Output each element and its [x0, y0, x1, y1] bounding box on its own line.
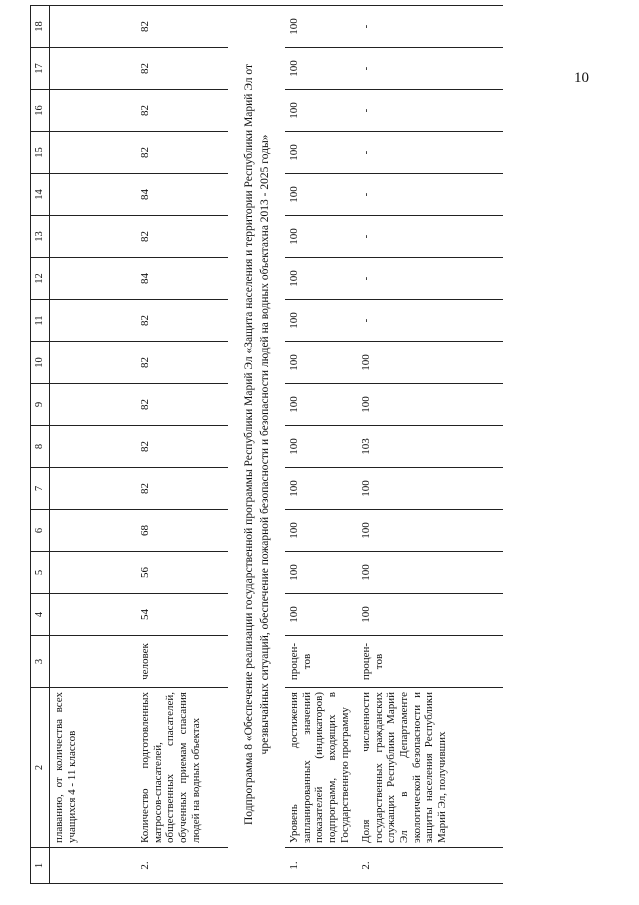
indicator-name: Количество подготовленных матросов-спасателей, общественных спасателей, обученных приемам спасания людей на водных объектах	[136, 688, 228, 848]
value-cell: 82	[136, 342, 228, 384]
value-cell: 100	[285, 594, 357, 636]
value-cell	[50, 174, 137, 216]
value-cell: 100	[357, 510, 503, 552]
header-cell: 11	[31, 300, 50, 342]
row-number: 2.	[136, 848, 228, 884]
subprogram-title: Подпрограмма 8 «Обеспечение реализации государственной программы Республики Марий Эл «Защита населения и территории Республики Марий Эл от чрезвычайных ситуаций, обеспечение пожарной безопасности и безопасности людей на водных объектахна 2013 - 2025 годы»	[228, 6, 285, 884]
value-cell: -	[357, 90, 503, 132]
value-cell	[50, 90, 137, 132]
header-cell: 12	[31, 258, 50, 300]
value-cell: 100	[357, 594, 503, 636]
page-number: 10	[574, 70, 589, 86]
row-number	[50, 848, 137, 884]
header-cell: 15	[31, 132, 50, 174]
value-cell	[50, 300, 137, 342]
value-cell: 100	[285, 216, 357, 258]
value-cell: 100	[357, 468, 503, 510]
value-cell: 82	[136, 468, 228, 510]
value-cell: 82	[136, 300, 228, 342]
value-cell: 100	[285, 426, 357, 468]
header-cell: 4	[31, 594, 50, 636]
unit: человек	[136, 636, 228, 688]
column-number-header	[31, 6, 50, 884]
header-cell: 10	[31, 342, 50, 384]
value-cell: -	[357, 300, 503, 342]
value-cell	[50, 552, 137, 594]
value-cell: 82	[136, 132, 228, 174]
value-cell: 82	[136, 48, 228, 90]
value-cell: -	[357, 216, 503, 258]
value-cell	[50, 48, 137, 90]
value-cell: 68	[136, 510, 228, 552]
value-cell: 100	[285, 48, 357, 90]
value-cell: 84	[136, 174, 228, 216]
value-cell	[50, 468, 137, 510]
header-cell: 3	[31, 636, 50, 688]
header-cell: 2	[31, 688, 50, 848]
indicator-name: Доля численности государственных гражданских служащих Республики Марий Эл в Департаменте экологической безопасности и защиты населения Республики Марий Эл, получивших	[357, 688, 503, 848]
value-cell: 56	[136, 552, 228, 594]
indicator-name: Уровень достижения запланированных значений показателей (индикаторов) подпрограмм, входящих в Государственную программу	[285, 688, 357, 848]
indicators-table	[30, 5, 503, 884]
value-cell: 100	[285, 6, 357, 48]
value-cell: 82	[136, 384, 228, 426]
value-cell: 100	[285, 468, 357, 510]
value-cell: 82	[136, 426, 228, 468]
value-cell	[50, 258, 137, 300]
header-cell: 13	[31, 216, 50, 258]
value-cell	[50, 6, 137, 48]
value-cell: -	[357, 48, 503, 90]
value-cell: -	[357, 6, 503, 48]
value-cell: 100	[357, 552, 503, 594]
value-cell	[50, 384, 137, 426]
table-row	[136, 6, 228, 884]
value-cell: 100	[285, 552, 357, 594]
value-cell: -	[357, 258, 503, 300]
value-cell	[50, 426, 137, 468]
unit: процен-тов	[285, 636, 357, 688]
header-cell: 17	[31, 48, 50, 90]
value-cell: 82	[136, 90, 228, 132]
unit	[50, 636, 137, 688]
value-cell: 103	[357, 426, 503, 468]
header-cell: 9	[31, 384, 50, 426]
value-cell: 100	[285, 132, 357, 174]
value-cell: 100	[285, 300, 357, 342]
row-number: 1.	[285, 848, 357, 884]
landscape-table-container	[30, 4, 639, 884]
header-cell: 16	[31, 90, 50, 132]
header-cell: 18	[31, 6, 50, 48]
value-cell: 100	[285, 510, 357, 552]
header-cell: 14	[31, 174, 50, 216]
unit: процен-тов	[357, 636, 503, 688]
value-cell: 82	[136, 6, 228, 48]
value-cell: 54	[136, 594, 228, 636]
value-cell: 100	[285, 384, 357, 426]
indicator-name: плаванию, от количества всех учащихся 4 - 11 классов	[50, 688, 137, 848]
header-cell: 7	[31, 468, 50, 510]
value-cell	[50, 216, 137, 258]
header-cell: 1	[31, 848, 50, 884]
header-cell: 6	[31, 510, 50, 552]
value-cell: 84	[136, 258, 228, 300]
value-cell	[50, 132, 137, 174]
value-cell: 100	[285, 258, 357, 300]
value-cell: 100	[285, 342, 357, 384]
header-cell: 5	[31, 552, 50, 594]
value-cell: 100	[357, 342, 503, 384]
value-cell	[50, 594, 137, 636]
subprogram-section-row	[228, 6, 285, 884]
value-cell: -	[357, 174, 503, 216]
value-cell: 100	[357, 384, 503, 426]
table-row	[357, 6, 503, 884]
value-cell: 100	[285, 90, 357, 132]
header-cell: 8	[31, 426, 50, 468]
table-row	[285, 6, 357, 884]
value-cell: 82	[136, 216, 228, 258]
table-row	[50, 6, 137, 884]
value-cell: 100	[285, 174, 357, 216]
value-cell	[50, 342, 137, 384]
value-cell	[50, 510, 137, 552]
value-cell: -	[357, 132, 503, 174]
row-number: 2.	[357, 848, 503, 884]
